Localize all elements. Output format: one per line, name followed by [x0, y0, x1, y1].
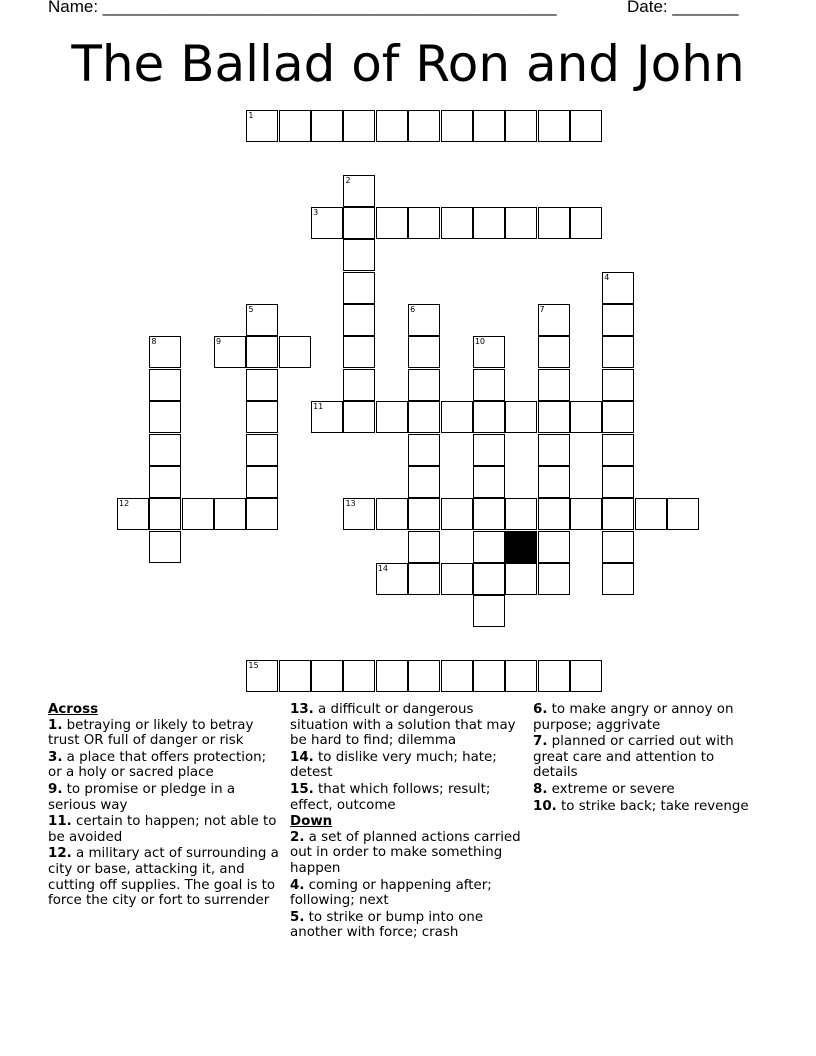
- grid-square[interactable]: [441, 207, 473, 239]
- grid-square[interactable]: [602, 336, 634, 368]
- clue-text: to strike or bump into one another with force; crash: [290, 909, 484, 941]
- grid-square[interactable]: [473, 207, 505, 239]
- grid-number: 12: [119, 499, 130, 509]
- grid-square[interactable]: [376, 110, 408, 142]
- grid-number: 5: [248, 305, 254, 315]
- grid-square[interactable]: [246, 336, 278, 368]
- grid-square[interactable]: [149, 369, 181, 401]
- grid-square[interactable]: [246, 304, 278, 336]
- clue-number: 4.: [290, 877, 305, 893]
- clue-across-11: [48, 814, 284, 845]
- clue-number: 2.: [290, 829, 305, 845]
- grid-square[interactable]: [117, 498, 149, 530]
- grid-square[interactable]: [602, 466, 634, 498]
- grid-square[interactable]: [246, 660, 278, 692]
- grid-square[interactable]: [343, 175, 375, 207]
- grid-square[interactable]: [570, 110, 602, 142]
- grid-square[interactable]: [570, 401, 602, 433]
- grid-square[interactable]: [343, 336, 375, 368]
- grid-square[interactable]: [538, 110, 570, 142]
- grid-square[interactable]: [473, 660, 505, 692]
- grid-square[interactable]: [441, 660, 473, 692]
- grid-square[interactable]: [311, 207, 343, 239]
- grid-number: 1: [248, 111, 254, 120]
- grid-square[interactable]: [570, 207, 602, 239]
- grid-square[interactable]: [343, 110, 375, 142]
- date-line: Date: _______: [627, 0, 739, 16]
- name-line: Name: ________________________________________________: [48, 0, 557, 16]
- grid-square[interactable]: [149, 336, 181, 368]
- grid-square[interactable]: [149, 466, 181, 498]
- grid-square[interactable]: [667, 498, 699, 530]
- clue-down-7: [533, 734, 763, 781]
- clue-text: extreme or severe: [551, 781, 675, 797]
- grid-square[interactable]: [602, 531, 634, 563]
- clue-column-1: [48, 702, 284, 910]
- grid-square[interactable]: [408, 401, 440, 433]
- clue-number: 14.: [290, 749, 314, 765]
- grid-square[interactable]: [602, 401, 634, 433]
- grid-square[interactable]: [343, 660, 375, 692]
- grid-square[interactable]: [538, 660, 570, 692]
- clue-text: to promise or pledge in a serious way: [48, 781, 236, 813]
- grid-square[interactable]: [408, 660, 440, 692]
- clue-text: certain to happen; not able to be avoided: [48, 814, 277, 845]
- grid-square[interactable]: [538, 563, 570, 595]
- grid-square[interactable]: [408, 466, 440, 498]
- grid-number: 6: [410, 305, 416, 315]
- grid-square[interactable]: [538, 531, 570, 563]
- clue-number: 12.: [48, 846, 72, 862]
- grid-square[interactable]: [635, 498, 667, 530]
- clue-across-1: [48, 718, 284, 749]
- grid-square[interactable]: [408, 304, 440, 336]
- grid-square[interactable]: [473, 498, 505, 530]
- grid-square[interactable]: [473, 434, 505, 466]
- grid-square[interactable]: [602, 563, 634, 595]
- grid-square[interactable]: [408, 563, 440, 595]
- clue-down-5: [290, 910, 526, 941]
- grid-number: 14: [377, 563, 388, 573]
- grid-square[interactable]: [538, 498, 570, 530]
- grid-square[interactable]: [408, 498, 440, 530]
- grid-square[interactable]: [538, 304, 570, 336]
- grid-number: 2: [345, 175, 351, 185]
- grid-square[interactable]: [214, 336, 246, 368]
- grid-square[interactable]: [505, 660, 537, 692]
- grid-square[interactable]: [149, 401, 181, 433]
- grid-square[interactable]: [246, 401, 278, 433]
- grid-square[interactable]: [376, 207, 408, 239]
- grid-square[interactable]: [246, 369, 278, 401]
- clue-across-12: [48, 846, 284, 908]
- grid-square[interactable]: [602, 498, 634, 530]
- grid-square[interactable]: [473, 595, 505, 627]
- grid-square[interactable]: [473, 336, 505, 368]
- grid-square[interactable]: [473, 110, 505, 142]
- grid-square[interactable]: [408, 434, 440, 466]
- clue-text: a set of planned actions carried out in order to make something happen: [290, 829, 521, 876]
- clue-text: a difficult or dangerous situation with a solution that may be hard to find; dilemma: [290, 702, 516, 749]
- grid-square[interactable]: [602, 434, 634, 466]
- grid-square[interactable]: [538, 434, 570, 466]
- grid-square[interactable]: [441, 563, 473, 595]
- clue-text: to strike back; take revenge: [561, 798, 749, 814]
- grid-square[interactable]: [182, 498, 214, 530]
- grid-square[interactable]: [279, 660, 311, 692]
- grid-square[interactable]: [570, 498, 602, 530]
- grid-square[interactable]: [376, 401, 408, 433]
- clue-number: 7.: [533, 734, 548, 750]
- page-title: The Ballad of Ron and John: [71, 35, 745, 93]
- grid-square[interactable]: [311, 401, 343, 433]
- clue-number: 15.: [290, 781, 314, 797]
- clue-column-2: [290, 702, 526, 942]
- grid-square[interactable]: [505, 563, 537, 595]
- grid-square[interactable]: [343, 239, 375, 271]
- clue-across-14: [290, 750, 526, 781]
- grid-number: 4: [604, 272, 610, 282]
- grid-number: 13: [345, 499, 356, 509]
- grid-square[interactable]: [376, 660, 408, 692]
- grid-square[interactable]: [246, 434, 278, 466]
- grid-square[interactable]: [473, 563, 505, 595]
- grid-square[interactable]: [246, 466, 278, 498]
- grid-square[interactable]: [505, 110, 537, 142]
- clue-across-13: [290, 702, 526, 749]
- grid-square[interactable]: [441, 401, 473, 433]
- clue-number: 5.: [290, 909, 305, 925]
- clue-text: a military act of surrounding a city or base, attacking it, and cutting off supplies. The goal is to force the city or fort to surrender: [48, 846, 279, 909]
- grid-square[interactable]: [408, 110, 440, 142]
- grid-square[interactable]: [473, 369, 505, 401]
- grid-square[interactable]: [505, 498, 537, 530]
- grid-number: 11: [313, 402, 324, 412]
- grid-square[interactable]: [149, 498, 181, 530]
- grid-square[interactable]: [538, 336, 570, 368]
- clue-number: 3.: [48, 749, 63, 765]
- clue-text: planned or carried out with great care and attention to details: [533, 734, 734, 781]
- grid-square[interactable]: [602, 369, 634, 401]
- across-heading: Across: [48, 702, 99, 717]
- grid-square[interactable]: [538, 401, 570, 433]
- grid-square[interactable]: [505, 401, 537, 433]
- grid-square[interactable]: [408, 336, 440, 368]
- clue-down-2: [290, 830, 526, 877]
- grid-square[interactable]: [311, 660, 343, 692]
- grid-square[interactable]: [602, 304, 634, 336]
- clue-number: 11.: [48, 814, 72, 830]
- clue-number: 8.: [533, 781, 548, 797]
- grid-square[interactable]: [473, 531, 505, 563]
- grid-square[interactable]: [149, 434, 181, 466]
- clue-text: to dislike very much; hate; detest: [290, 749, 497, 781]
- grid-square[interactable]: [538, 207, 570, 239]
- grid-square[interactable]: [505, 207, 537, 239]
- grid-square[interactable]: [246, 110, 278, 142]
- grid-square[interactable]: [441, 110, 473, 142]
- clue-number: 1.: [48, 717, 63, 733]
- clue-down-8: [533, 782, 763, 798]
- grid-number: 9: [216, 337, 222, 347]
- clue-number: 13.: [290, 702, 314, 717]
- grid-number: 15: [248, 660, 259, 670]
- grid-square[interactable]: [376, 563, 408, 595]
- grid-square[interactable]: [343, 369, 375, 401]
- grid-number: 3: [313, 208, 319, 218]
- grid-square[interactable]: [311, 110, 343, 142]
- grid-square[interactable]: [408, 207, 440, 239]
- grid-square[interactable]: [279, 336, 311, 368]
- grid-square[interactable]: [343, 272, 375, 304]
- grid-square[interactable]: [343, 498, 375, 530]
- grid-square[interactable]: [279, 110, 311, 142]
- grid-number: 8: [151, 337, 157, 347]
- grid-square[interactable]: [473, 466, 505, 498]
- grid-square[interactable]: [602, 272, 634, 304]
- grid-square[interactable]: [246, 498, 278, 530]
- clue-text: that which follows; result; effect, outcome: [290, 781, 491, 813]
- grid-square[interactable]: [538, 466, 570, 498]
- clue-down-10: [533, 799, 763, 815]
- grid-square[interactable]: [376, 498, 408, 530]
- clue-text: betraying or likely to betray trust OR full of danger or risk: [48, 717, 254, 749]
- clue-across-9: [48, 782, 284, 813]
- clue-text: to make angry or annoy on purpose; aggrivate: [533, 702, 734, 733]
- grid-number: 10: [474, 337, 486, 347]
- grid-square[interactable]: [408, 531, 440, 563]
- grid-square[interactable]: [570, 660, 602, 692]
- clue-number: 9.: [48, 781, 63, 797]
- grid-square[interactable]: [473, 401, 505, 433]
- clue-down-4: [290, 878, 526, 909]
- grid-square[interactable]: [343, 304, 375, 336]
- clue-number: 10.: [533, 798, 557, 814]
- clue-column-3: [533, 702, 763, 815]
- down-heading: Down: [290, 814, 333, 830]
- clue-across-3: [48, 750, 284, 781]
- grid-square[interactable]: [441, 498, 473, 530]
- grid-square[interactable]: [343, 401, 375, 433]
- clue-number: 6.: [533, 702, 548, 717]
- clue-text: a place that offers protection; or a holy or sacred place: [48, 749, 267, 781]
- clue-down-6: [533, 702, 763, 733]
- grid-square[interactable]: [214, 498, 246, 530]
- clue-across-15: [290, 782, 526, 813]
- grid-square[interactable]: [408, 369, 440, 401]
- grid-square[interactable]: [149, 531, 181, 563]
- grid-square[interactable]: [538, 369, 570, 401]
- grid-number: 7: [539, 305, 545, 315]
- grid-square[interactable]: [343, 207, 375, 239]
- shaded-square: [505, 531, 537, 563]
- clue-text: coming or happening after; following; next: [290, 877, 492, 909]
